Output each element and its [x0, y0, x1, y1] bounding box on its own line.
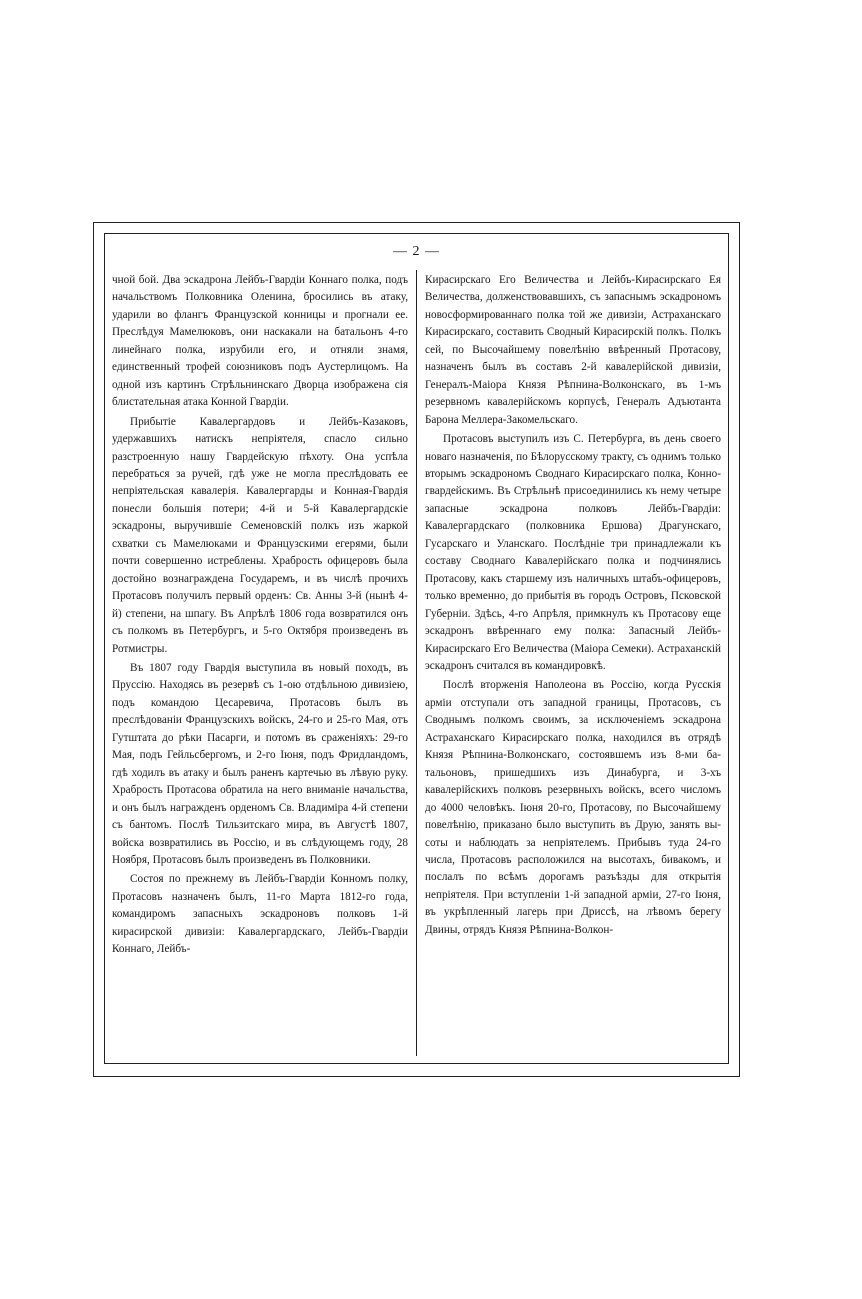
column-divider [416, 270, 417, 1056]
paragraph: Въ 1807 году Гвардія выступила въ новый походъ, въ Пруссію. Находясь въ резервѣ съ 1-ою отдѣльною дивизіею, подъ командою Цесаревича, Протасовъ былъ въ преслѣдованіи Французскихъ войскъ, 24-го и 25-го Мая, отъ Гутштата до рѣки Пасарги, и потомъ въ сраженіяхъ: 29-го Мая, подъ Гейльсбергомъ, и 2-го Іюня, подъ Фридландомъ, гдѣ ходилъ въ атаку и былъ раненъ картечью въ лѣвую руку. Храбрость Протасова обратила на него вниманіе начальства, и онъ былъ награжденъ орденомъ Св. Владиміра 4-й степени съ бантомъ. Послѣ Тильзитскаго мира, въ Августѣ 1807, войска возвратились въ Россію, и въ слѣдующемъ году, 28 Ноября, Протасовъ былъ произведенъ въ Полковники. [112, 661, 408, 866]
paragraph: Протасовъ выступилъ изъ С. Петербурга, въ день своего новаго назначенія, по Бѣлорусскому тракту, съ однимъ только вторымъ эскадрономъ Своднаго Кирасирскаго полка, Конногвардейскимъ. Въ Стрѣльнѣ присоединились къ нему четыре запасные эскадрона полковъ Лейбъ-Гвардіи: Кавалергардскаго (полковника Ершова) Драгунскаго, Гусарскаго и Уланскаго. Послѣдніе три принадлежали къ составу Своднаго Кавалерійскаго полка и подчинялись Протасову, какъ старшему изъ наличныхъ штабъ-офицеровъ, только временно, до прибытія въ городъ Островъ, Псковской Губерніи. Здѣсь, 4-го Апрѣля, примкнулъ къ Протасову еще эскадронъ ввѣреннаго ему полка: Запасный Лейбъ-Кирасирскаго Его Величества (Маіора Семеки). Астраханскій эскадронъ считался въ командировкѣ. [425, 433, 721, 672]
left-column [112, 272, 408, 1056]
right-column [425, 272, 721, 1056]
paragraph: Прибытіе Кавалергардовъ и Лейбъ-Казаковъ, удержавшихъ натискъ непріятеля, спасло сильно разстроенную нашу Гвардейскую пѣхоту. Она успѣла перебраться за ручей, гдѣ уже не могла преслѣдовать ее непріятельская кавалерія. Кавалергарды и Конная-Гвардія понесли большія потери; 4-й и 5-й Кавалергардскіе эскадроны, выручившіе Семеновскій полкъ изъ жаркой схватки съ Мамелюками и Французскими егерями, были почти совершенно истреблены. Храбрость офицеровъ была достойно вознаграждена Государемъ, и въ числѣ прочихъ Протасовъ получилъ первый орденъ: Св. Анны 3-й (нынѣ 4-й) степени, на шпагу. Въ Апрѣлѣ 1806 года возвратился онъ съ полкомъ въ Петербургъ, и 5-го Октября произведенъ въ Ротмистры. [112, 415, 408, 655]
paragraph: чной бой. Два эскадрона Лейбъ-Гвардіи Коннаго полка, подъ начальствомъ Полковника Оленина, бросились въ атаку, ударили во флангъ Французской конницы и прогнали ее. Преслѣдуя Мамелюковъ, они наскакали на батальонъ 4-го линейнаго полка, изрубили его, и отняли знамя, единственный трофей союзниковъ подъ Аустерлицомъ. На одной изъ картинъ Стрѣльнинскаго Дворца изображена сія блистательная атака Конной Гвардіи. [112, 274, 408, 409]
paragraph: Послѣ вторженія Наполеона въ Россію, когда Русскія арміи отступали отъ западной границы, Протасовъ, съ Своднымъ полкомъ своимъ, за исключеніемъ эскадрона Астраханскаго Кирасирскаго полка, находился въ отрядѣ Князя Рѣпнина-Волконскаго, состоявшемъ изъ 8-ми батальоновъ, пришедшихъ изъ Динабурга, и 3-хъ кавалерійскихъ полковъ резервныхъ войскъ, всего числомъ до 4000 человѣкъ. Іюня 20-го, Протасову, по Высочайшему повелѣнію, приказано было выступить въ Друю, занять высоты и наблюдать за непріятелемъ. Прибывъ туда 24-го числа, Протасовъ расположился на высотахъ, бивакомъ, и послалъ по всѣмъ дорогамъ разъѣзды для открытія непріятеля. При вступленіи 1-й западной арміи, 27-го Іюня, въ укрѣпленный лагерь при Дриссѣ, на лѣвомъ берегу Двины, отрядъ Князя Рѣпнина-Волкон- [425, 679, 721, 936]
paragraph: Кирасирскаго Его Величества и Лейбъ-Кирасирскаго Ея Величества, долженствовавшихъ, съ запаснымъ эскадрономъ новосформированнаго полка той же дивизіи, Астраханскаго Кирасирскаго, составить Сводный Кирасирскій полкъ. Полкъ сей, по Высочайшему повелѣнію ввѣренный Протасову, назначенъ былъ въ составъ 2-й кавалерійской дивизіи, Генералъ-Маіора Князя Рѣпнина-Волконскаго, въ 1-мъ резервномъ кавалерійскомъ корпусѣ, Генералъ Адъютанта Барона Меллера-Закомельскаго. [425, 274, 721, 426]
paragraph: Состоя по прежнему въ Лейбъ-Гвардіи Конномъ полку, Протасовъ назначенъ былъ, 11-го Марта 1812-го года, командиромъ запасныхъ эскадроновъ полковъ 1-й кирасирской дивизіи: Кавалергардскаго, Лейбъ-Гвардіи Коннаго, Лейбъ- [112, 873, 408, 956]
page-number: — 2 — [393, 244, 440, 259]
